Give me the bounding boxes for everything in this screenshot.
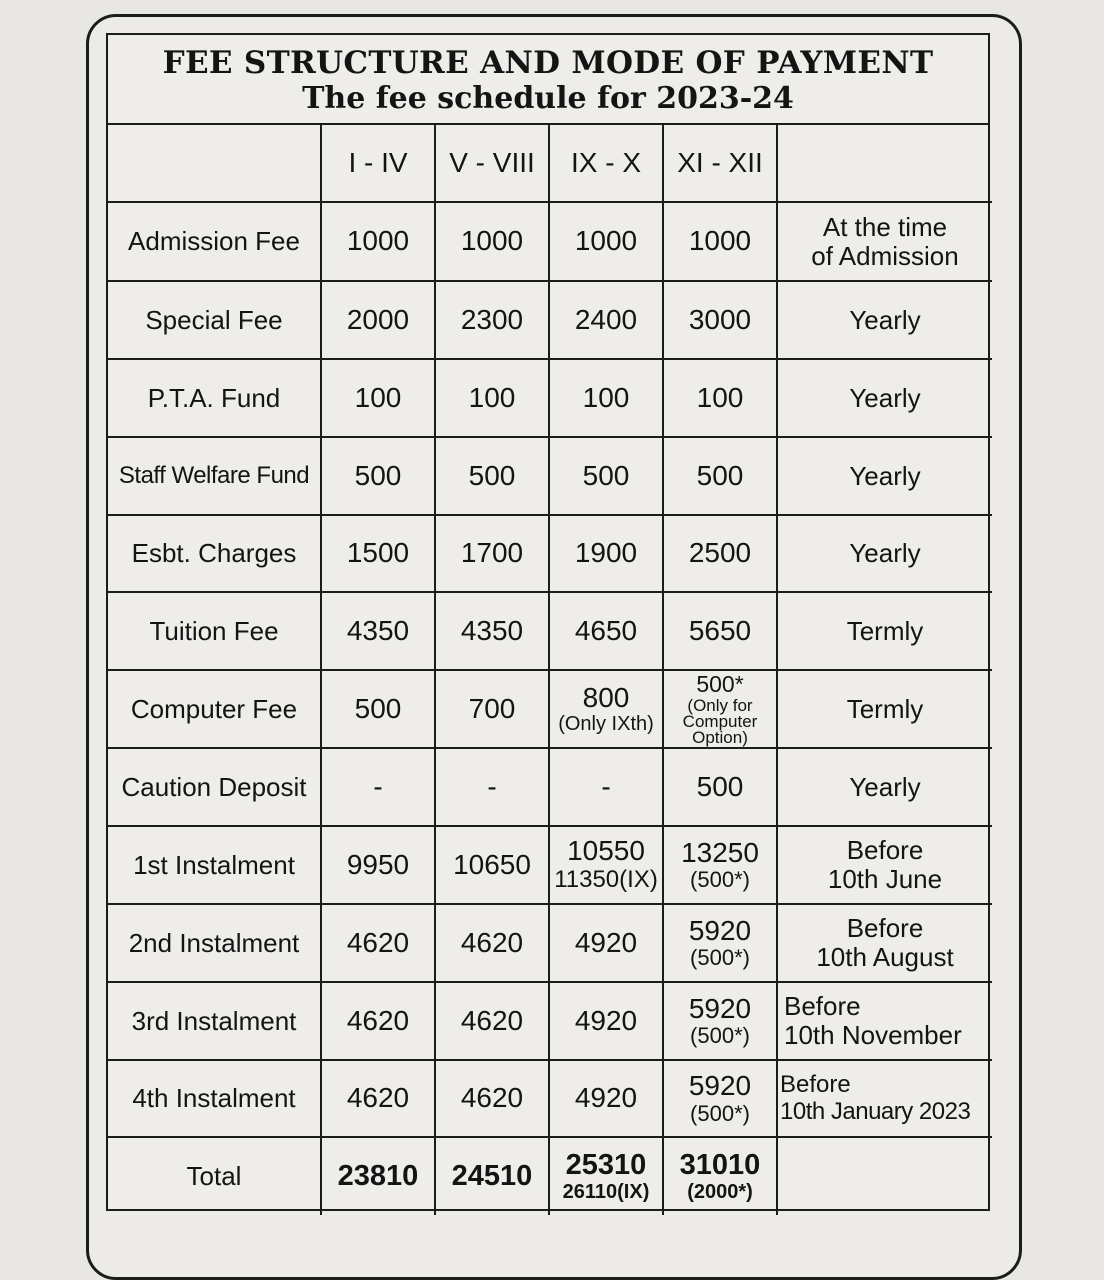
cell-note: (500*): [690, 1100, 750, 1126]
cell: 1000: [549, 202, 663, 281]
payment-mode: [777, 904, 992, 982]
payment-mode: Yearly: [777, 359, 992, 437]
col-header-1-4: I - IV: [321, 125, 435, 202]
cell: 1900: [549, 515, 663, 592]
payment-mode: [777, 1060, 992, 1137]
total-row: [108, 1137, 992, 1215]
row-label: 2nd Instalment: [108, 904, 321, 982]
row-label: 4th Instalment: [108, 1060, 321, 1137]
cell: [663, 1060, 777, 1137]
table-row: [108, 359, 992, 437]
col-header-mode: [777, 125, 992, 202]
cell: 2400: [549, 281, 663, 359]
row-label: Special Fee: [108, 281, 321, 359]
cell: [663, 982, 777, 1060]
table-row: [108, 904, 992, 982]
payment-mode: Yearly: [777, 437, 992, 515]
total-cell: 24510: [435, 1137, 549, 1215]
mode-line-2: of Admission: [811, 240, 959, 271]
page-subtitle: The fee schedule for 2023-24: [302, 81, 794, 116]
table-heading: [108, 35, 988, 125]
mode-line-1: At the time: [822, 211, 948, 242]
cell-note: Computer: [682, 711, 758, 731]
cell: [549, 826, 663, 904]
table-row: [108, 437, 992, 515]
header-row: [108, 125, 992, 202]
cell-value: 10550: [567, 835, 645, 867]
cell: 3000: [663, 281, 777, 359]
cell: -: [549, 748, 663, 826]
table-row: [108, 748, 992, 826]
cell-value: 500*: [696, 671, 744, 698]
cell-note: (Only for: [687, 695, 753, 715]
payment-mode: Yearly: [777, 748, 992, 826]
cell: [663, 904, 777, 982]
cell: 4620: [321, 1060, 435, 1137]
cell-value: 5920: [688, 992, 752, 1024]
cell: 500: [435, 437, 549, 515]
cell-note: (500*): [690, 945, 750, 971]
payment-mode: Termly: [777, 670, 992, 748]
table-row: [108, 592, 992, 670]
cell: 4920: [549, 982, 663, 1060]
cell: 4920: [549, 904, 663, 982]
table-row: [108, 515, 992, 592]
row-label: P.T.A. Fund: [108, 359, 321, 437]
row-label: Esbt. Charges: [108, 515, 321, 592]
cell: 4650: [549, 592, 663, 670]
cell-value: 800: [582, 681, 630, 713]
cell: 1000: [321, 202, 435, 281]
col-header-5-8: V - VIII: [435, 125, 549, 202]
payment-mode: Termly: [777, 592, 992, 670]
payment-mode: [777, 202, 992, 281]
mode-line-2: 10th June: [827, 864, 943, 894]
row-label: 1st Instalment: [108, 826, 321, 904]
cell: 100: [435, 359, 549, 437]
total-cell: [549, 1137, 663, 1215]
cell: 1500: [321, 515, 435, 592]
cell-note: (500*): [690, 1023, 750, 1049]
cell: 500: [321, 670, 435, 748]
cell-value: 5920: [688, 1070, 752, 1101]
cell: -: [321, 748, 435, 826]
cell-note: (500*): [690, 867, 750, 893]
row-label: Staff Welfare Fund: [108, 437, 321, 515]
cell: 4620: [435, 1060, 549, 1137]
payment-mode: Yearly: [777, 515, 992, 592]
row-label: Caution Deposit: [108, 748, 321, 826]
col-header-11-12: XI - XII: [663, 125, 777, 202]
table-row: [108, 281, 992, 359]
cell: 700: [435, 670, 549, 748]
cell: 5650: [663, 592, 777, 670]
col-header-9-10: IX - X: [549, 125, 663, 202]
header-blank: [108, 125, 321, 202]
cell: 500: [549, 437, 663, 515]
cell: 4620: [435, 904, 549, 982]
cell: [549, 670, 663, 748]
cell: 100: [549, 359, 663, 437]
cell: 100: [321, 359, 435, 437]
cell: 4620: [321, 904, 435, 982]
table-row: [108, 982, 992, 1060]
cell: 4350: [435, 592, 549, 670]
table-row: [108, 670, 992, 748]
cell: 1000: [663, 202, 777, 281]
cell: 500: [663, 437, 777, 515]
cell: 2000: [321, 281, 435, 359]
cell-note: 26110(IX): [562, 1181, 650, 1204]
row-label: Admission Fee: [108, 202, 321, 281]
cell-note: (Only IXth): [558, 713, 654, 736]
cell: [663, 670, 777, 748]
payment-mode: [777, 982, 992, 1060]
cell-note: (2000*): [687, 1181, 753, 1204]
table-row: [108, 202, 992, 281]
cell: 500: [321, 437, 435, 515]
table-row: [108, 1060, 992, 1137]
mode-line-1: Before: [846, 913, 924, 944]
cell: 4920: [549, 1060, 663, 1137]
cell: 4620: [435, 982, 549, 1060]
row-label: Computer Fee: [108, 670, 321, 748]
row-label: Total: [108, 1137, 321, 1215]
mode-line-2: 10th January 2023: [780, 1097, 971, 1125]
cell: 10650: [435, 826, 549, 904]
cell: 500: [663, 748, 777, 826]
cell-value: 5920: [688, 914, 752, 946]
cell: 4620: [321, 982, 435, 1060]
total-blank: [777, 1137, 992, 1215]
row-label: Tuition Fee: [108, 592, 321, 670]
cell: [663, 826, 777, 904]
cell: 9950: [321, 826, 435, 904]
row-label: 3rd Instalment: [108, 982, 321, 1060]
cell-value: 25310: [565, 1148, 647, 1181]
cell-value: 13250: [681, 836, 759, 868]
cell-note: 11350(IX): [554, 866, 658, 894]
cell: 2500: [663, 515, 777, 592]
mode-line-1: Before: [846, 835, 924, 866]
mode-line-2: 10th November: [784, 1020, 962, 1050]
total-cell: 23810: [321, 1137, 435, 1215]
mode-line-2: 10th August: [816, 942, 954, 972]
fee-table-frame: [106, 33, 990, 1211]
cell-value: 31010: [679, 1148, 761, 1181]
mode-line-1: Before: [780, 1071, 851, 1099]
payment-mode: [777, 826, 992, 904]
table-row: [108, 826, 992, 904]
cell-note: Option): [692, 727, 748, 747]
cell: -: [435, 748, 549, 826]
fee-table: [108, 125, 992, 1215]
cell: 2300: [435, 281, 549, 359]
cell: 4350: [321, 592, 435, 670]
cell: 1000: [435, 202, 549, 281]
total-cell: [663, 1137, 777, 1215]
mode-line-1: Before: [784, 991, 861, 1022]
cell: 1700: [435, 515, 549, 592]
cell: 100: [663, 359, 777, 437]
payment-mode: Yearly: [777, 281, 992, 359]
page-title: FEE STRUCTURE AND MODE OF PAYMENT: [162, 45, 934, 81]
